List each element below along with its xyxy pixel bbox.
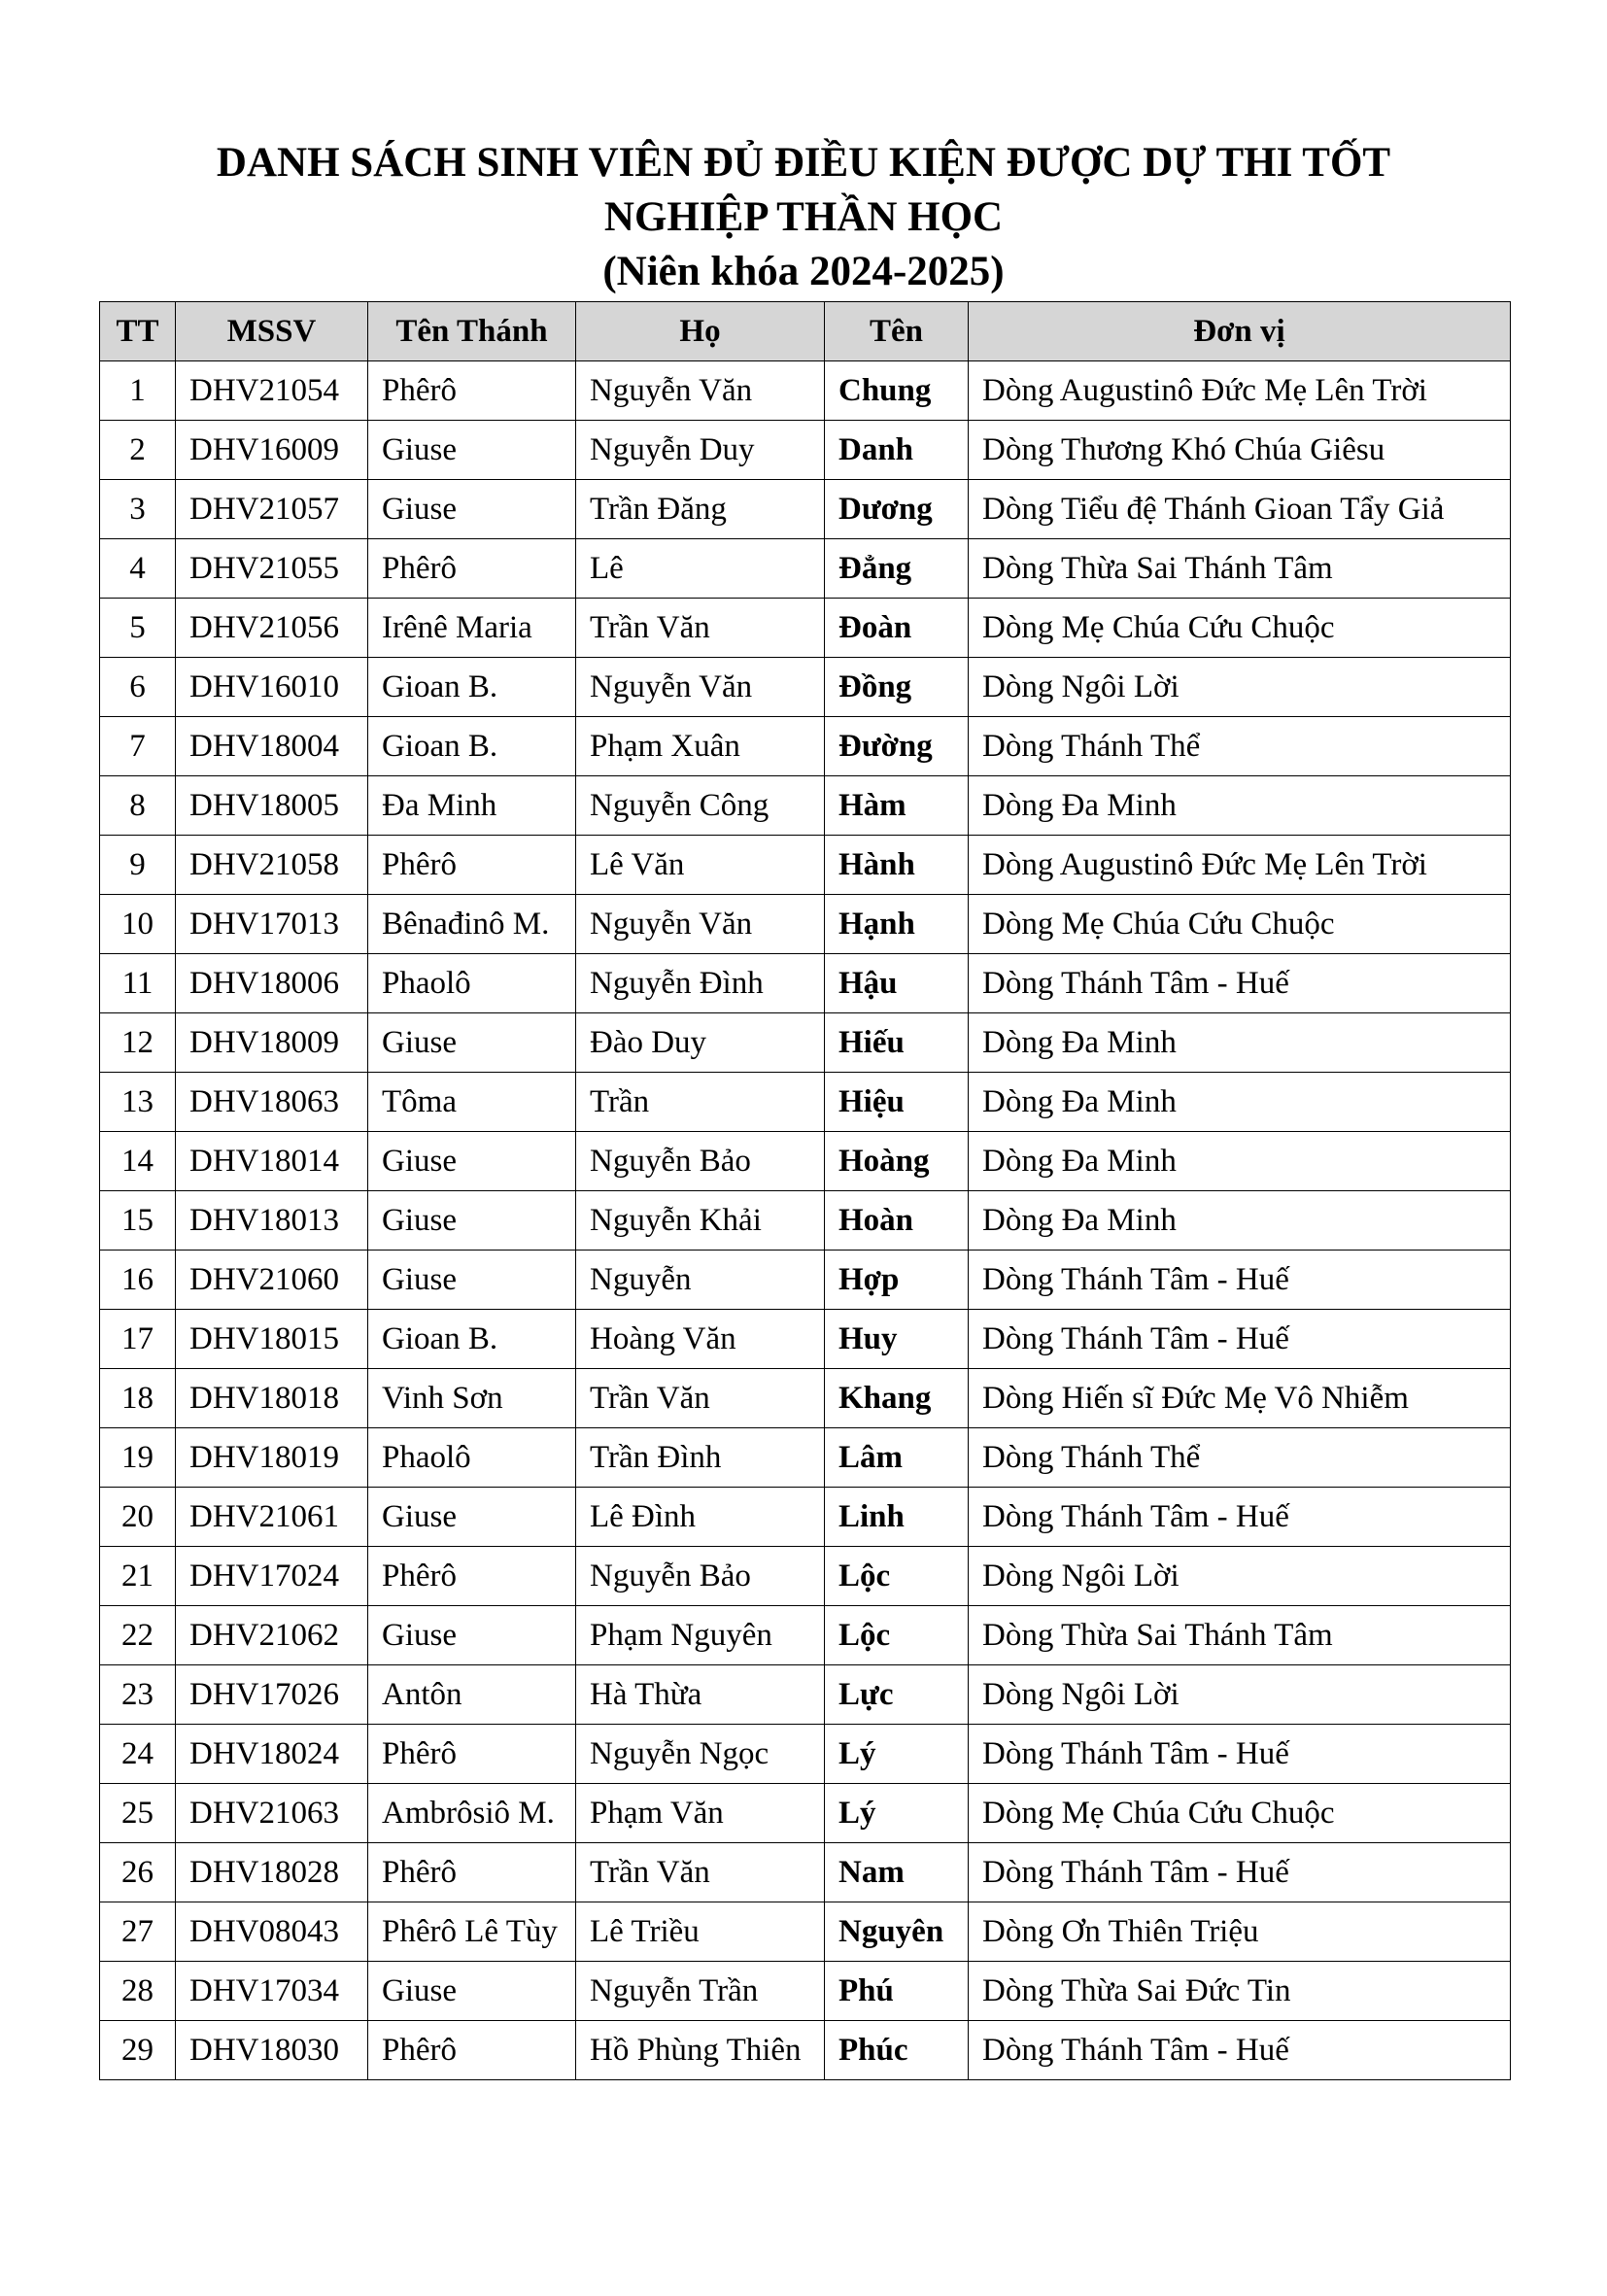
ten-thanh-cell: Phêrô xyxy=(368,2021,576,2080)
mssv-cell: DHV08043 xyxy=(176,1902,368,1962)
ho-cell: Lê Văn xyxy=(576,836,825,895)
don-vi-cell: Dòng Thương Khó Chúa Giêsu xyxy=(969,421,1511,480)
title-line-1: DANH SÁCH SINH VIÊN ĐỦ ĐIỀU KIỆN ĐƯỢC DỰ THI TỐT xyxy=(216,140,1391,186)
ten-cell: Đẳng xyxy=(825,539,969,599)
ho-cell: Phạm Nguyên xyxy=(576,1606,825,1665)
don-vi-cell: Dòng Mẹ Chúa Cứu Chuộc xyxy=(969,895,1511,954)
ten-cell: Huy xyxy=(825,1310,969,1369)
ten-thanh-cell: Tôma xyxy=(368,1073,576,1132)
table-row xyxy=(100,1606,1511,1665)
tt-cell: 21 xyxy=(100,1547,176,1606)
don-vi-cell: Dòng Hiến sĩ Đức Mẹ Vô Nhiễm xyxy=(969,1369,1511,1428)
don-vi-cell: Dòng Mẹ Chúa Cứu Chuộc xyxy=(969,1784,1511,1843)
ten-cell: Hoàn xyxy=(825,1191,969,1251)
table-header-row xyxy=(100,302,1511,361)
ten-cell: Đồng xyxy=(825,658,969,717)
ten-thanh-cell: Phêrô xyxy=(368,836,576,895)
table-row xyxy=(100,2021,1511,2080)
mssv-cell: DHV21057 xyxy=(176,480,368,539)
table-row xyxy=(100,1547,1511,1606)
ho-cell: Phạm Văn xyxy=(576,1784,825,1843)
table-row xyxy=(100,776,1511,836)
tt-cell: 1 xyxy=(100,361,176,421)
ho-cell: Trần Văn xyxy=(576,1369,825,1428)
tt-cell: 8 xyxy=(100,776,176,836)
document-title xyxy=(0,136,1607,299)
ten-cell: Lâm xyxy=(825,1428,969,1488)
mssv-cell: DHV21060 xyxy=(176,1251,368,1310)
table-row xyxy=(100,1132,1511,1191)
ten-thanh-cell: Phêrô xyxy=(368,539,576,599)
ten-thanh-cell: Phêrô xyxy=(368,1547,576,1606)
header-tt: TT xyxy=(100,302,176,361)
ho-cell: Đào Duy xyxy=(576,1013,825,1073)
ho-cell: Lê Triều xyxy=(576,1902,825,1962)
ho-cell: Nguyễn Văn xyxy=(576,658,825,717)
don-vi-cell: Dòng Ngôi Lời xyxy=(969,658,1511,717)
table-row xyxy=(100,1369,1511,1428)
table-row xyxy=(100,954,1511,1013)
ho-cell: Nguyễn xyxy=(576,1251,825,1310)
ten-thanh-cell: Phêrô xyxy=(368,1725,576,1784)
header-mssv: MSSV xyxy=(176,302,368,361)
table-row xyxy=(100,1013,1511,1073)
don-vi-cell: Dòng Thừa Sai Thánh Tâm xyxy=(969,539,1511,599)
ten-thanh-cell: Gioan B. xyxy=(368,1310,576,1369)
mssv-cell: DHV18030 xyxy=(176,2021,368,2080)
ho-cell: Hồ Phùng Thiên xyxy=(576,2021,825,2080)
ten-cell: Phú xyxy=(825,1962,969,2021)
ho-cell: Nguyễn Bảo xyxy=(576,1132,825,1191)
tt-cell: 13 xyxy=(100,1073,176,1132)
ho-cell: Nguyễn Khải xyxy=(576,1191,825,1251)
don-vi-cell: Dòng Đa Minh xyxy=(969,776,1511,836)
tt-cell: 15 xyxy=(100,1191,176,1251)
tt-cell: 25 xyxy=(100,1784,176,1843)
tt-cell: 26 xyxy=(100,1843,176,1902)
table-row xyxy=(100,1073,1511,1132)
ten-thanh-cell: Giuse xyxy=(368,421,576,480)
don-vi-cell: Dòng Đa Minh xyxy=(969,1132,1511,1191)
table-row xyxy=(100,1843,1511,1902)
ten-cell: Danh xyxy=(825,421,969,480)
ten-thanh-cell: Giuse xyxy=(368,1191,576,1251)
table-row xyxy=(100,836,1511,895)
ho-cell: Trần Đình xyxy=(576,1428,825,1488)
tt-cell: 9 xyxy=(100,836,176,895)
ten-cell: Lộc xyxy=(825,1606,969,1665)
ho-cell: Lê Đình xyxy=(576,1488,825,1547)
tt-cell: 11 xyxy=(100,954,176,1013)
don-vi-cell: Dòng Thánh Tâm - Huế xyxy=(969,1251,1511,1310)
ten-thanh-cell: Đa Minh xyxy=(368,776,576,836)
tt-cell: 16 xyxy=(100,1251,176,1310)
don-vi-cell: Dòng Thánh Tâm - Huế xyxy=(969,1843,1511,1902)
mssv-cell: DHV21054 xyxy=(176,361,368,421)
tt-cell: 23 xyxy=(100,1665,176,1725)
ho-cell: Nguyễn Trần xyxy=(576,1962,825,2021)
ten-thanh-cell: Bênađinô M. xyxy=(368,895,576,954)
ten-thanh-cell: Phêrô Lê Tùy xyxy=(368,1902,576,1962)
mssv-cell: DHV18014 xyxy=(176,1132,368,1191)
tt-cell: 24 xyxy=(100,1725,176,1784)
ten-cell: Hiếu xyxy=(825,1013,969,1073)
title-line-3: (Niên khóa 2024-2025) xyxy=(602,249,1005,294)
ten-cell: Linh xyxy=(825,1488,969,1547)
ten-cell: Chung xyxy=(825,361,969,421)
mssv-cell: DHV18019 xyxy=(176,1428,368,1488)
tt-cell: 3 xyxy=(100,480,176,539)
ho-cell: Phạm Xuân xyxy=(576,717,825,776)
mssv-cell: DHV21058 xyxy=(176,836,368,895)
table-row xyxy=(100,1784,1511,1843)
ten-cell: Nam xyxy=(825,1843,969,1902)
ten-cell: Hợp xyxy=(825,1251,969,1310)
don-vi-cell: Dòng Ngôi Lời xyxy=(969,1547,1511,1606)
ho-cell: Hoàng Văn xyxy=(576,1310,825,1369)
mssv-cell: DHV21061 xyxy=(176,1488,368,1547)
table-row xyxy=(100,1251,1511,1310)
ten-cell: Phúc xyxy=(825,2021,969,2080)
don-vi-cell: Dòng Augustinô Đức Mẹ Lên Trời xyxy=(969,361,1511,421)
don-vi-cell: Dòng Thánh Thể xyxy=(969,1428,1511,1488)
ten-thanh-cell: Giuse xyxy=(368,1251,576,1310)
mssv-cell: DHV18015 xyxy=(176,1310,368,1369)
ho-cell: Trần xyxy=(576,1073,825,1132)
ten-thanh-cell: Giuse xyxy=(368,480,576,539)
don-vi-cell: Dòng Thánh Tâm - Huế xyxy=(969,2021,1511,2080)
don-vi-cell: Dòng Thánh Thể xyxy=(969,717,1511,776)
ten-thanh-cell: Giuse xyxy=(368,1962,576,2021)
mssv-cell: DHV18005 xyxy=(176,776,368,836)
mssv-cell: DHV18063 xyxy=(176,1073,368,1132)
table-row xyxy=(100,361,1511,421)
ten-thanh-cell: Giuse xyxy=(368,1606,576,1665)
ten-thanh-cell: Phaolô xyxy=(368,1428,576,1488)
mssv-cell: DHV21056 xyxy=(176,599,368,658)
table-row xyxy=(100,1962,1511,2021)
tt-cell: 22 xyxy=(100,1606,176,1665)
mssv-cell: DHV17013 xyxy=(176,895,368,954)
ten-thanh-cell: Giuse xyxy=(368,1132,576,1191)
ten-thanh-cell: Phêrô xyxy=(368,1843,576,1902)
ten-cell: Đoàn xyxy=(825,599,969,658)
ho-cell: Nguyễn Bảo xyxy=(576,1547,825,1606)
table-body xyxy=(100,361,1511,2080)
tt-cell: 5 xyxy=(100,599,176,658)
table-row xyxy=(100,658,1511,717)
ho-cell: Nguyễn Ngọc xyxy=(576,1725,825,1784)
title-line-2: NGHIỆP THẦN HỌC xyxy=(603,194,1004,240)
mssv-cell: DHV17024 xyxy=(176,1547,368,1606)
table-row xyxy=(100,895,1511,954)
table-row xyxy=(100,539,1511,599)
ho-cell: Hà Thừa xyxy=(576,1665,825,1725)
table-row xyxy=(100,421,1511,480)
ten-thanh-cell: Phêrô xyxy=(368,361,576,421)
mssv-cell: DHV18013 xyxy=(176,1191,368,1251)
tt-cell: 18 xyxy=(100,1369,176,1428)
tt-cell: 28 xyxy=(100,1962,176,2021)
ten-cell: Đường xyxy=(825,717,969,776)
table-row xyxy=(100,717,1511,776)
don-vi-cell: Dòng Ngôi Lời xyxy=(969,1665,1511,1725)
mssv-cell: DHV16009 xyxy=(176,421,368,480)
ten-thanh-cell: Gioan B. xyxy=(368,658,576,717)
table-row xyxy=(100,1665,1511,1725)
ten-thanh-cell: Phaolô xyxy=(368,954,576,1013)
table-row xyxy=(100,1310,1511,1369)
table-row xyxy=(100,480,1511,539)
don-vi-cell: Dòng Thánh Tâm - Huế xyxy=(969,1310,1511,1369)
tt-cell: 10 xyxy=(100,895,176,954)
tt-cell: 14 xyxy=(100,1132,176,1191)
mssv-cell: DHV18004 xyxy=(176,717,368,776)
tt-cell: 12 xyxy=(100,1013,176,1073)
mssv-cell: DHV17034 xyxy=(176,1962,368,2021)
mssv-cell: DHV18009 xyxy=(176,1013,368,1073)
don-vi-cell: Dòng Đa Minh xyxy=(969,1191,1511,1251)
header-ho: Họ xyxy=(576,302,825,361)
don-vi-cell: Dòng Thánh Tâm - Huế xyxy=(969,954,1511,1013)
don-vi-cell: Dòng Thừa Sai Thánh Tâm xyxy=(969,1606,1511,1665)
table-row xyxy=(100,599,1511,658)
ten-thanh-cell: Gioan B. xyxy=(368,717,576,776)
don-vi-cell: Dòng Ơn Thiên Triệu xyxy=(969,1902,1511,1962)
ten-thanh-cell: Irênê Maria xyxy=(368,599,576,658)
mssv-cell: DHV21055 xyxy=(176,539,368,599)
ten-cell: Lý xyxy=(825,1784,969,1843)
don-vi-cell: Dòng Thánh Tâm - Huế xyxy=(969,1725,1511,1784)
ho-cell: Nguyễn Văn xyxy=(576,361,825,421)
don-vi-cell: Dòng Mẹ Chúa Cứu Chuộc xyxy=(969,599,1511,658)
ho-cell: Trần Văn xyxy=(576,1843,825,1902)
ten-thanh-cell: Vinh Sơn xyxy=(368,1369,576,1428)
ten-cell: Lực xyxy=(825,1665,969,1725)
ho-cell: Nguyễn Công xyxy=(576,776,825,836)
don-vi-cell: Dòng Đa Minh xyxy=(969,1073,1511,1132)
ho-cell: Nguyễn Duy xyxy=(576,421,825,480)
ho-cell: Trần Đăng xyxy=(576,480,825,539)
mssv-cell: DHV21062 xyxy=(176,1606,368,1665)
ho-cell: Nguyễn Đình xyxy=(576,954,825,1013)
ten-cell: Lộc xyxy=(825,1547,969,1606)
don-vi-cell: Dòng Thừa Sai Đức Tin xyxy=(969,1962,1511,2021)
table-row xyxy=(100,1488,1511,1547)
student-table xyxy=(99,301,1511,2080)
ten-cell: Lý xyxy=(825,1725,969,1784)
table-row xyxy=(100,1428,1511,1488)
ho-cell: Trần Văn xyxy=(576,599,825,658)
mssv-cell: DHV18024 xyxy=(176,1725,368,1784)
ten-thanh-cell: Antôn xyxy=(368,1665,576,1725)
ten-cell: Hành xyxy=(825,836,969,895)
header-don-vi: Đơn vị xyxy=(969,302,1511,361)
tt-cell: 6 xyxy=(100,658,176,717)
mssv-cell: DHV16010 xyxy=(176,658,368,717)
mssv-cell: DHV21063 xyxy=(176,1784,368,1843)
ten-thanh-cell: Giuse xyxy=(368,1013,576,1073)
mssv-cell: DHV18018 xyxy=(176,1369,368,1428)
tt-cell: 4 xyxy=(100,539,176,599)
table-row xyxy=(100,1191,1511,1251)
ten-cell: Dương xyxy=(825,480,969,539)
tt-cell: 29 xyxy=(100,2021,176,2080)
mssv-cell: DHV18028 xyxy=(176,1843,368,1902)
table-row xyxy=(100,1725,1511,1784)
mssv-cell: DHV18006 xyxy=(176,954,368,1013)
tt-cell: 27 xyxy=(100,1902,176,1962)
tt-cell: 2 xyxy=(100,421,176,480)
ho-cell: Lê xyxy=(576,539,825,599)
ten-cell: Nguyên xyxy=(825,1902,969,1962)
table-row xyxy=(100,1902,1511,1962)
header-ten: Tên xyxy=(825,302,969,361)
tt-cell: 17 xyxy=(100,1310,176,1369)
don-vi-cell: Dòng Đa Minh xyxy=(969,1013,1511,1073)
tt-cell: 20 xyxy=(100,1488,176,1547)
tt-cell: 19 xyxy=(100,1428,176,1488)
ten-cell: Hậu xyxy=(825,954,969,1013)
ten-thanh-cell: Giuse xyxy=(368,1488,576,1547)
mssv-cell: DHV17026 xyxy=(176,1665,368,1725)
ho-cell: Nguyễn Văn xyxy=(576,895,825,954)
ten-cell: Hoàng xyxy=(825,1132,969,1191)
ten-cell: Hiệu xyxy=(825,1073,969,1132)
tt-cell: 7 xyxy=(100,717,176,776)
ten-cell: Khang xyxy=(825,1369,969,1428)
header-ten-thanh: Tên Thánh xyxy=(368,302,576,361)
ten-cell: Hạnh xyxy=(825,895,969,954)
don-vi-cell: Dòng Thánh Tâm - Huế xyxy=(969,1488,1511,1547)
don-vi-cell: Dòng Tiểu đệ Thánh Gioan Tẩy Giả xyxy=(969,480,1511,539)
don-vi-cell: Dòng Augustinô Đức Mẹ Lên Trời xyxy=(969,836,1511,895)
ten-cell: Hàm xyxy=(825,776,969,836)
ten-thanh-cell: Ambrôsiô M. xyxy=(368,1784,576,1843)
